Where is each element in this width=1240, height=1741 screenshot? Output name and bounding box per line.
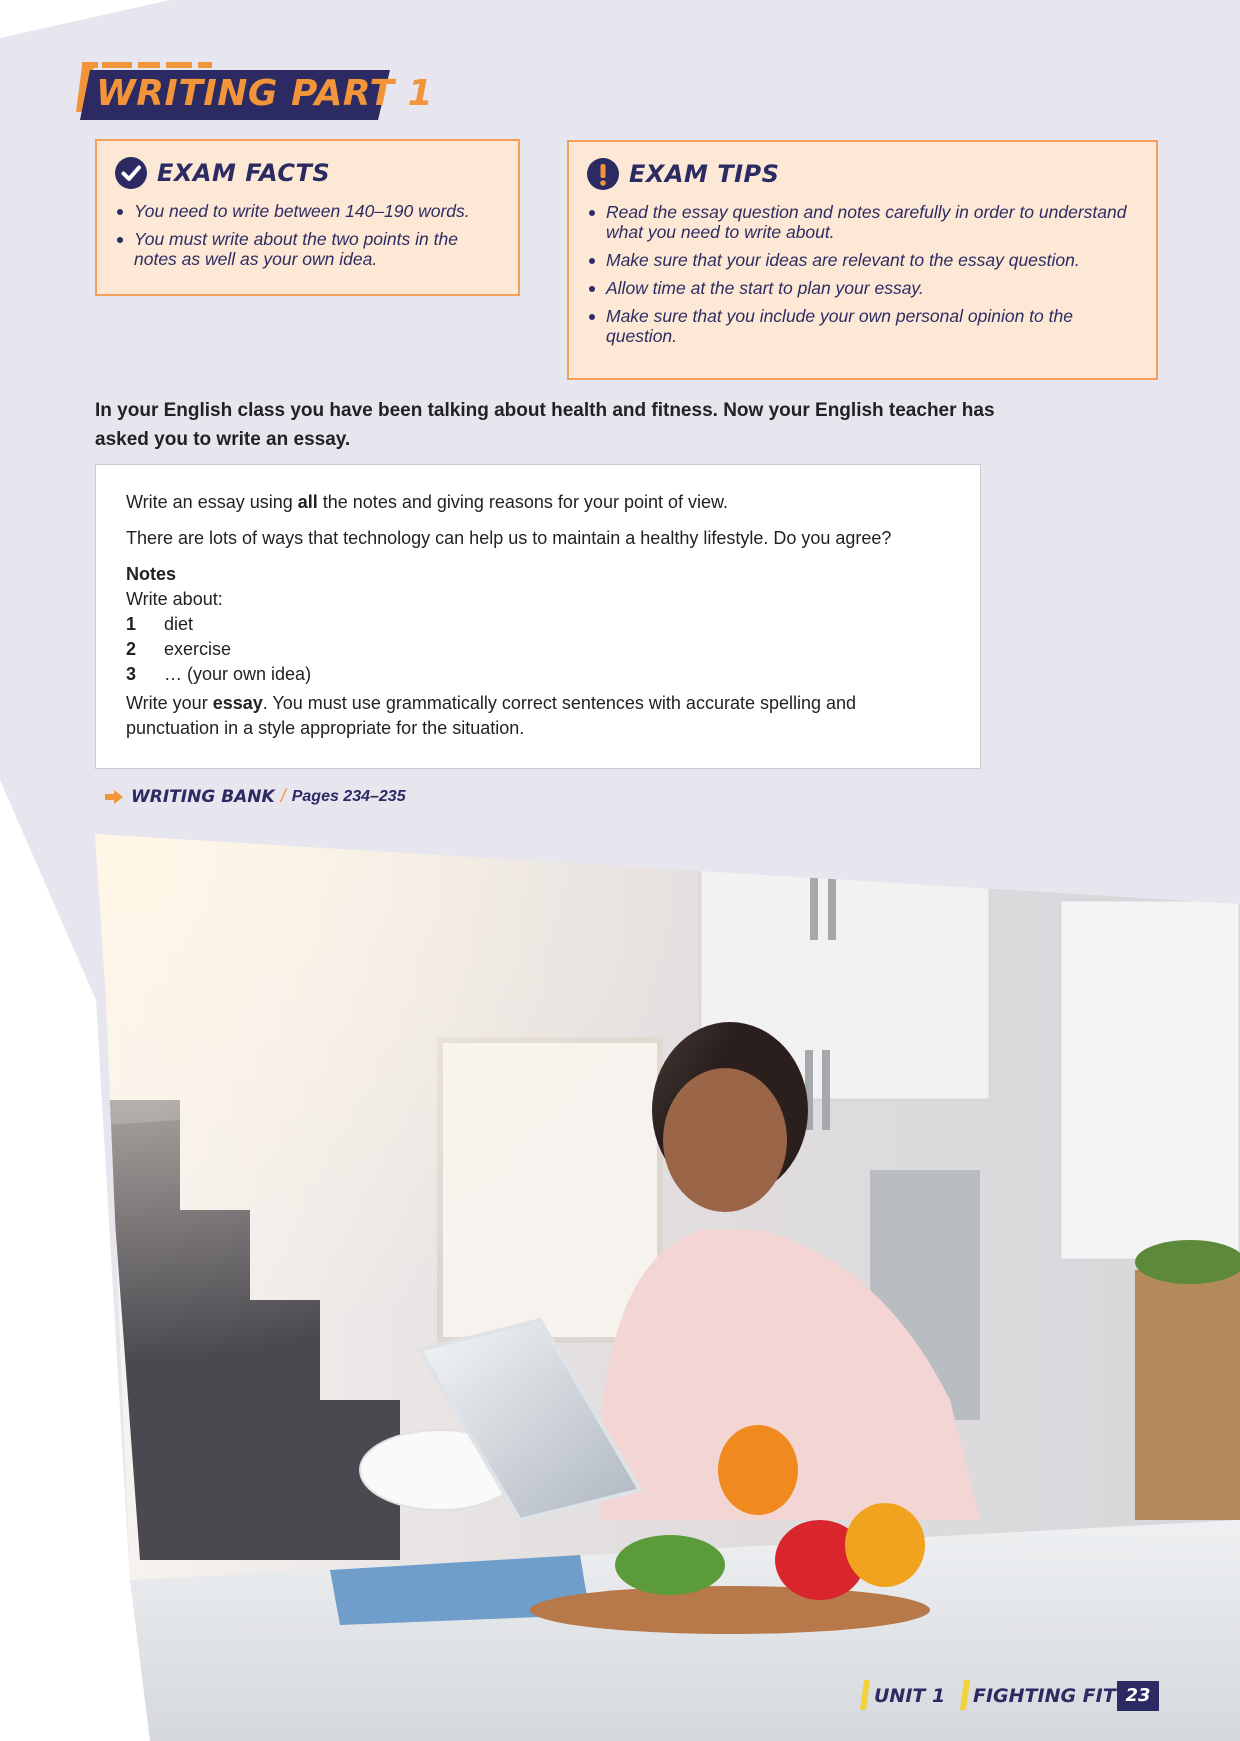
notes-heading: Notes: [126, 564, 177, 584]
list-item: Allow time at the start to plan your essay.: [587, 278, 1142, 298]
exam-tips-title: EXAM TIPS: [629, 160, 780, 188]
exam-facts-box: [95, 139, 520, 296]
list-item: Read the essay question and notes carefully in order to understand what you need to write about.: [587, 202, 1142, 242]
exam-facts-title: EXAM FACTS: [157, 159, 331, 187]
exam-tips-list: [587, 202, 1142, 354]
exam-facts-list: [115, 201, 504, 277]
arrow-right-icon: [105, 790, 123, 804]
essay-task-box: [95, 464, 981, 769]
exclamation-circle-icon: [587, 158, 619, 190]
writing-bank-pages: Pages 234–235: [291, 787, 406, 805]
exam-facts-header: [115, 157, 330, 189]
page-number: 23: [1117, 1681, 1159, 1711]
exam-tips-header: [587, 158, 779, 190]
page-title: WRITING PART 1: [96, 73, 434, 114]
task-instruction: Write an essay using all the notes and giving reasons for your point of view.: [126, 492, 729, 512]
check-circle-icon: [115, 157, 147, 189]
exam-tips-box: [567, 140, 1158, 380]
notes-subheading: Write about:: [126, 589, 223, 609]
footer-unit-title: FIGHTING FIT: [973, 1685, 1116, 1707]
footer-unit: UNIT 1: [874, 1685, 946, 1707]
note-item: 1 diet: [126, 614, 194, 634]
list-item: Make sure that your ideas are relevant to the essay question.: [587, 250, 1142, 270]
task-final-instruction: Write your essay. You must use grammatically correct sentences with accurate spelling and punctuation in a style appropriate for the situation.: [126, 693, 857, 738]
writing-bank-separator: /: [280, 786, 286, 806]
writing-bank-link[interactable]: [105, 786, 406, 807]
note-item: 3 … (your own idea): [126, 664, 312, 684]
footer-tick-mark: [860, 1680, 870, 1710]
note-item: 2 exercise: [126, 639, 232, 659]
list-item: You need to write between 140–190 words.: [115, 201, 504, 221]
writing-bank-label: WRITING BANK: [131, 786, 275, 807]
list-item: Make sure that you include your own personal opinion to the question.: [587, 306, 1142, 346]
footer-tick-mark: [960, 1680, 970, 1710]
task-intro: In your English class you have been talking about health and fitness. Now your English teacher has asked you to write an essay.: [95, 400, 995, 450]
list-item: You must write about the two points in the notes as well as your own idea.: [115, 229, 504, 269]
essay-question: There are lots of ways that technology can help us to maintain a healthy lifestyle. Do you agree?: [126, 528, 892, 548]
